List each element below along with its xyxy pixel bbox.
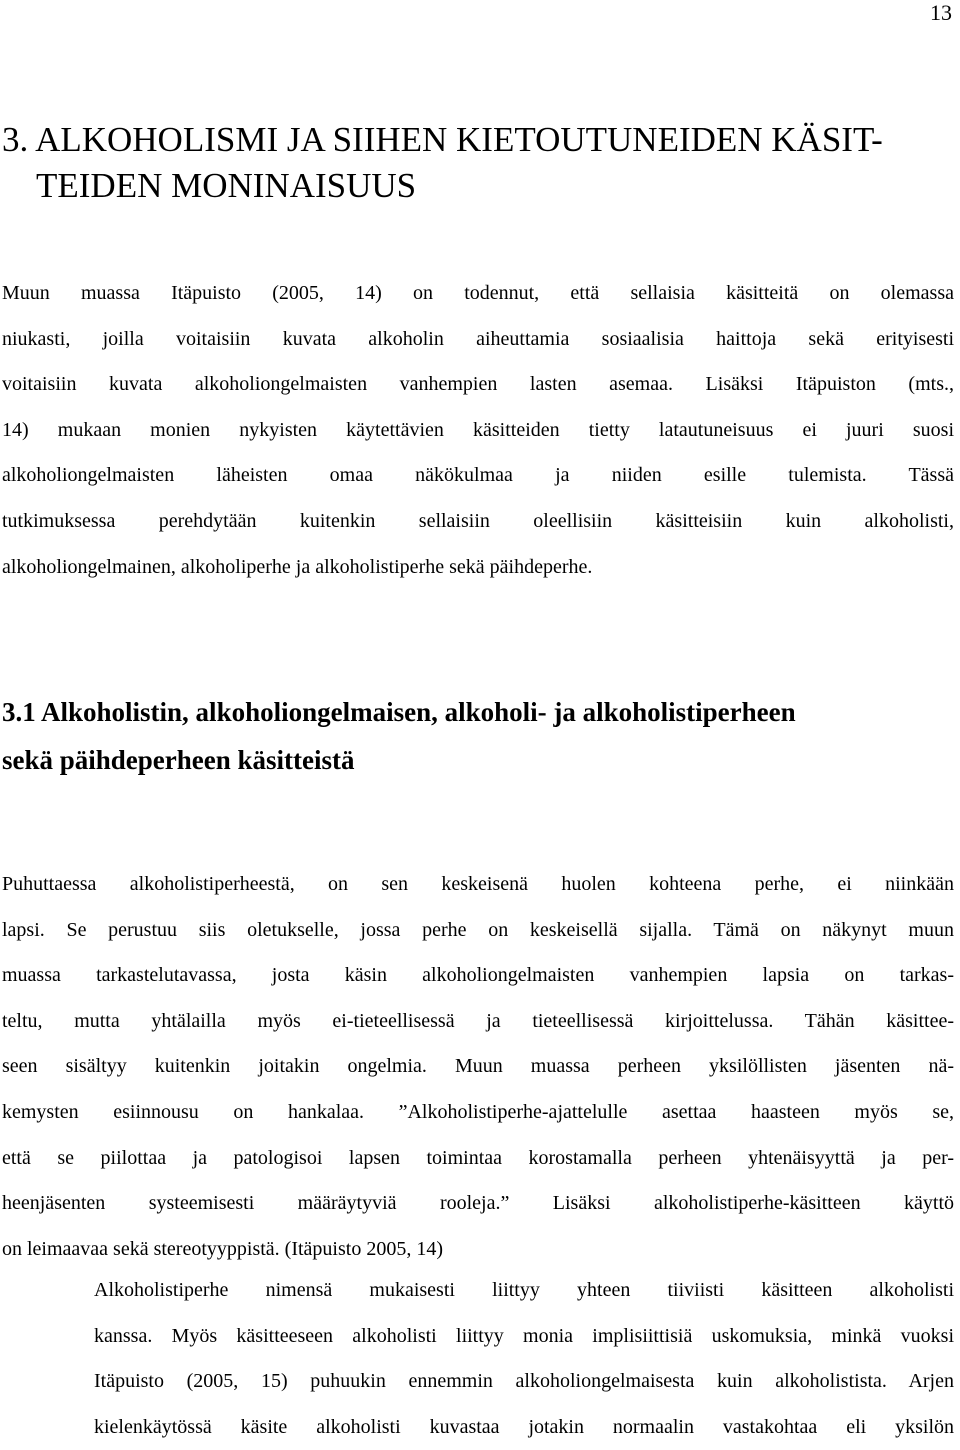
text-line: tutkimuksessa perehdytään kuitenkin sellaisiin oleellisiin käsitteisiin kuin alkoholisti, [2, 509, 954, 532]
text-line: 14) mukaan monien nykyisten käytettävien käsitteiden tietty latautuneisuus ei juuri suosi [2, 418, 954, 441]
chapter-title-line: 3. ALKOHOLISMI JA SIIHEN KIETOUTUNEIDEN KÄSIT- [2, 120, 883, 159]
text-line: Alkoholistiperhe nimensä mukaisesti liittyy yhteen tiiviisti käsitteen alkoholisti [94, 1279, 954, 1301]
section-title-line: 3.1 Alkoholistin, alkoholiongelmaisen, alkoholi- ja alkoholistiperheen [2, 697, 796, 727]
text-line: heenjäsenten systeemisesti määräytyviä rooleja.” Lisäksi alkoholistiperhe-käsitteen käyttö [2, 1192, 954, 1215]
text-line: Muun muassa Itäpuisto (2005, 14) on todennut, että sellaisia käsitteitä on olemassa [2, 282, 954, 304]
page-number: 13 [930, 0, 952, 25]
text-line: kemysten esiinnousu on hankalaa. ”Alkoholistiperhe-ajattelulle asettaa haasteen myös se, [2, 1100, 954, 1123]
text-line: teltu, mutta yhtälailla myös ei-tieteellisessä ja tieteellisessä kirjoittelussa. Tähän käsittee- [2, 1009, 954, 1032]
text-line: lapsi. Se perustuu siis oletukselle, jossa perhe on keskeisellä sijalla. Tämä on näkynyt muun [2, 918, 954, 941]
section-title-line: sekä päihdeperheen käsitteistä [2, 745, 355, 775]
chapter-title-line: TEIDEN MONINAISUUS [36, 166, 417, 205]
body-paragraph-family [2, 862, 954, 1272]
text-line: Puhuttaessa alkoholistiperheestä, on sen keskeisenä huolen kohteena perhe, ei niinkään [2, 873, 954, 895]
text-line: alkoholiongelmaisten läheisten omaa näkökulmaa ja niiden esille tulemista. Tässä [2, 464, 954, 487]
text-line: kanssa. Myös käsitteeseen alkoholisti liittyy monia implisiittisiä uskomuksia, minkä vuoksi [94, 1324, 954, 1347]
chapter-title [2, 117, 952, 209]
body-paragraph-alcoholic [2, 1268, 954, 1450]
text-line: niukasti, joilla voitaisiin kuvata alkoholin aiheuttamia sosiaalisia haittoja sekä erityisesti [2, 327, 954, 350]
text-line: on leimaavaa sekä stereotyyppistä. (Itäpuisto 2005, 14) [2, 1237, 443, 1260]
text-line: että se piilottaa ja patologisoi lapsen toimintaa korostamalla perheen yhtenäisyyttä ja per- [2, 1146, 954, 1169]
text-line: alkoholiongelmainen, alkoholiperhe ja alkoholistiperhe sekä päihdeperhe. [2, 555, 593, 578]
text-line: seen sisältyy kuitenkin joitakin ongelmia. Muun muassa perheen yksilöllisten jäsenten nä- [2, 1055, 954, 1078]
text-line: Itäpuisto (2005, 15) puhuukin ennemmin alkoholiongelmaisesta kuin alkoholistista. Arjen [94, 1370, 954, 1393]
section-title [2, 688, 952, 784]
text-line: voitaisiin kuvata alkoholiongelmaisten vanhempien lasten asemaa. Lisäksi Itäpuiston (mts., [2, 373, 954, 396]
body-paragraph-intro [2, 271, 954, 590]
text-line: kielenkäytössä käsite alkoholisti kuvastaa jotakin normaalin vastakohtaa eli yksilön [94, 1415, 954, 1438]
text-line: muassa tarkastelutavassa, josta käsin alkoholiongelmaisten vanhempien lapsia on tarkas- [2, 964, 954, 987]
